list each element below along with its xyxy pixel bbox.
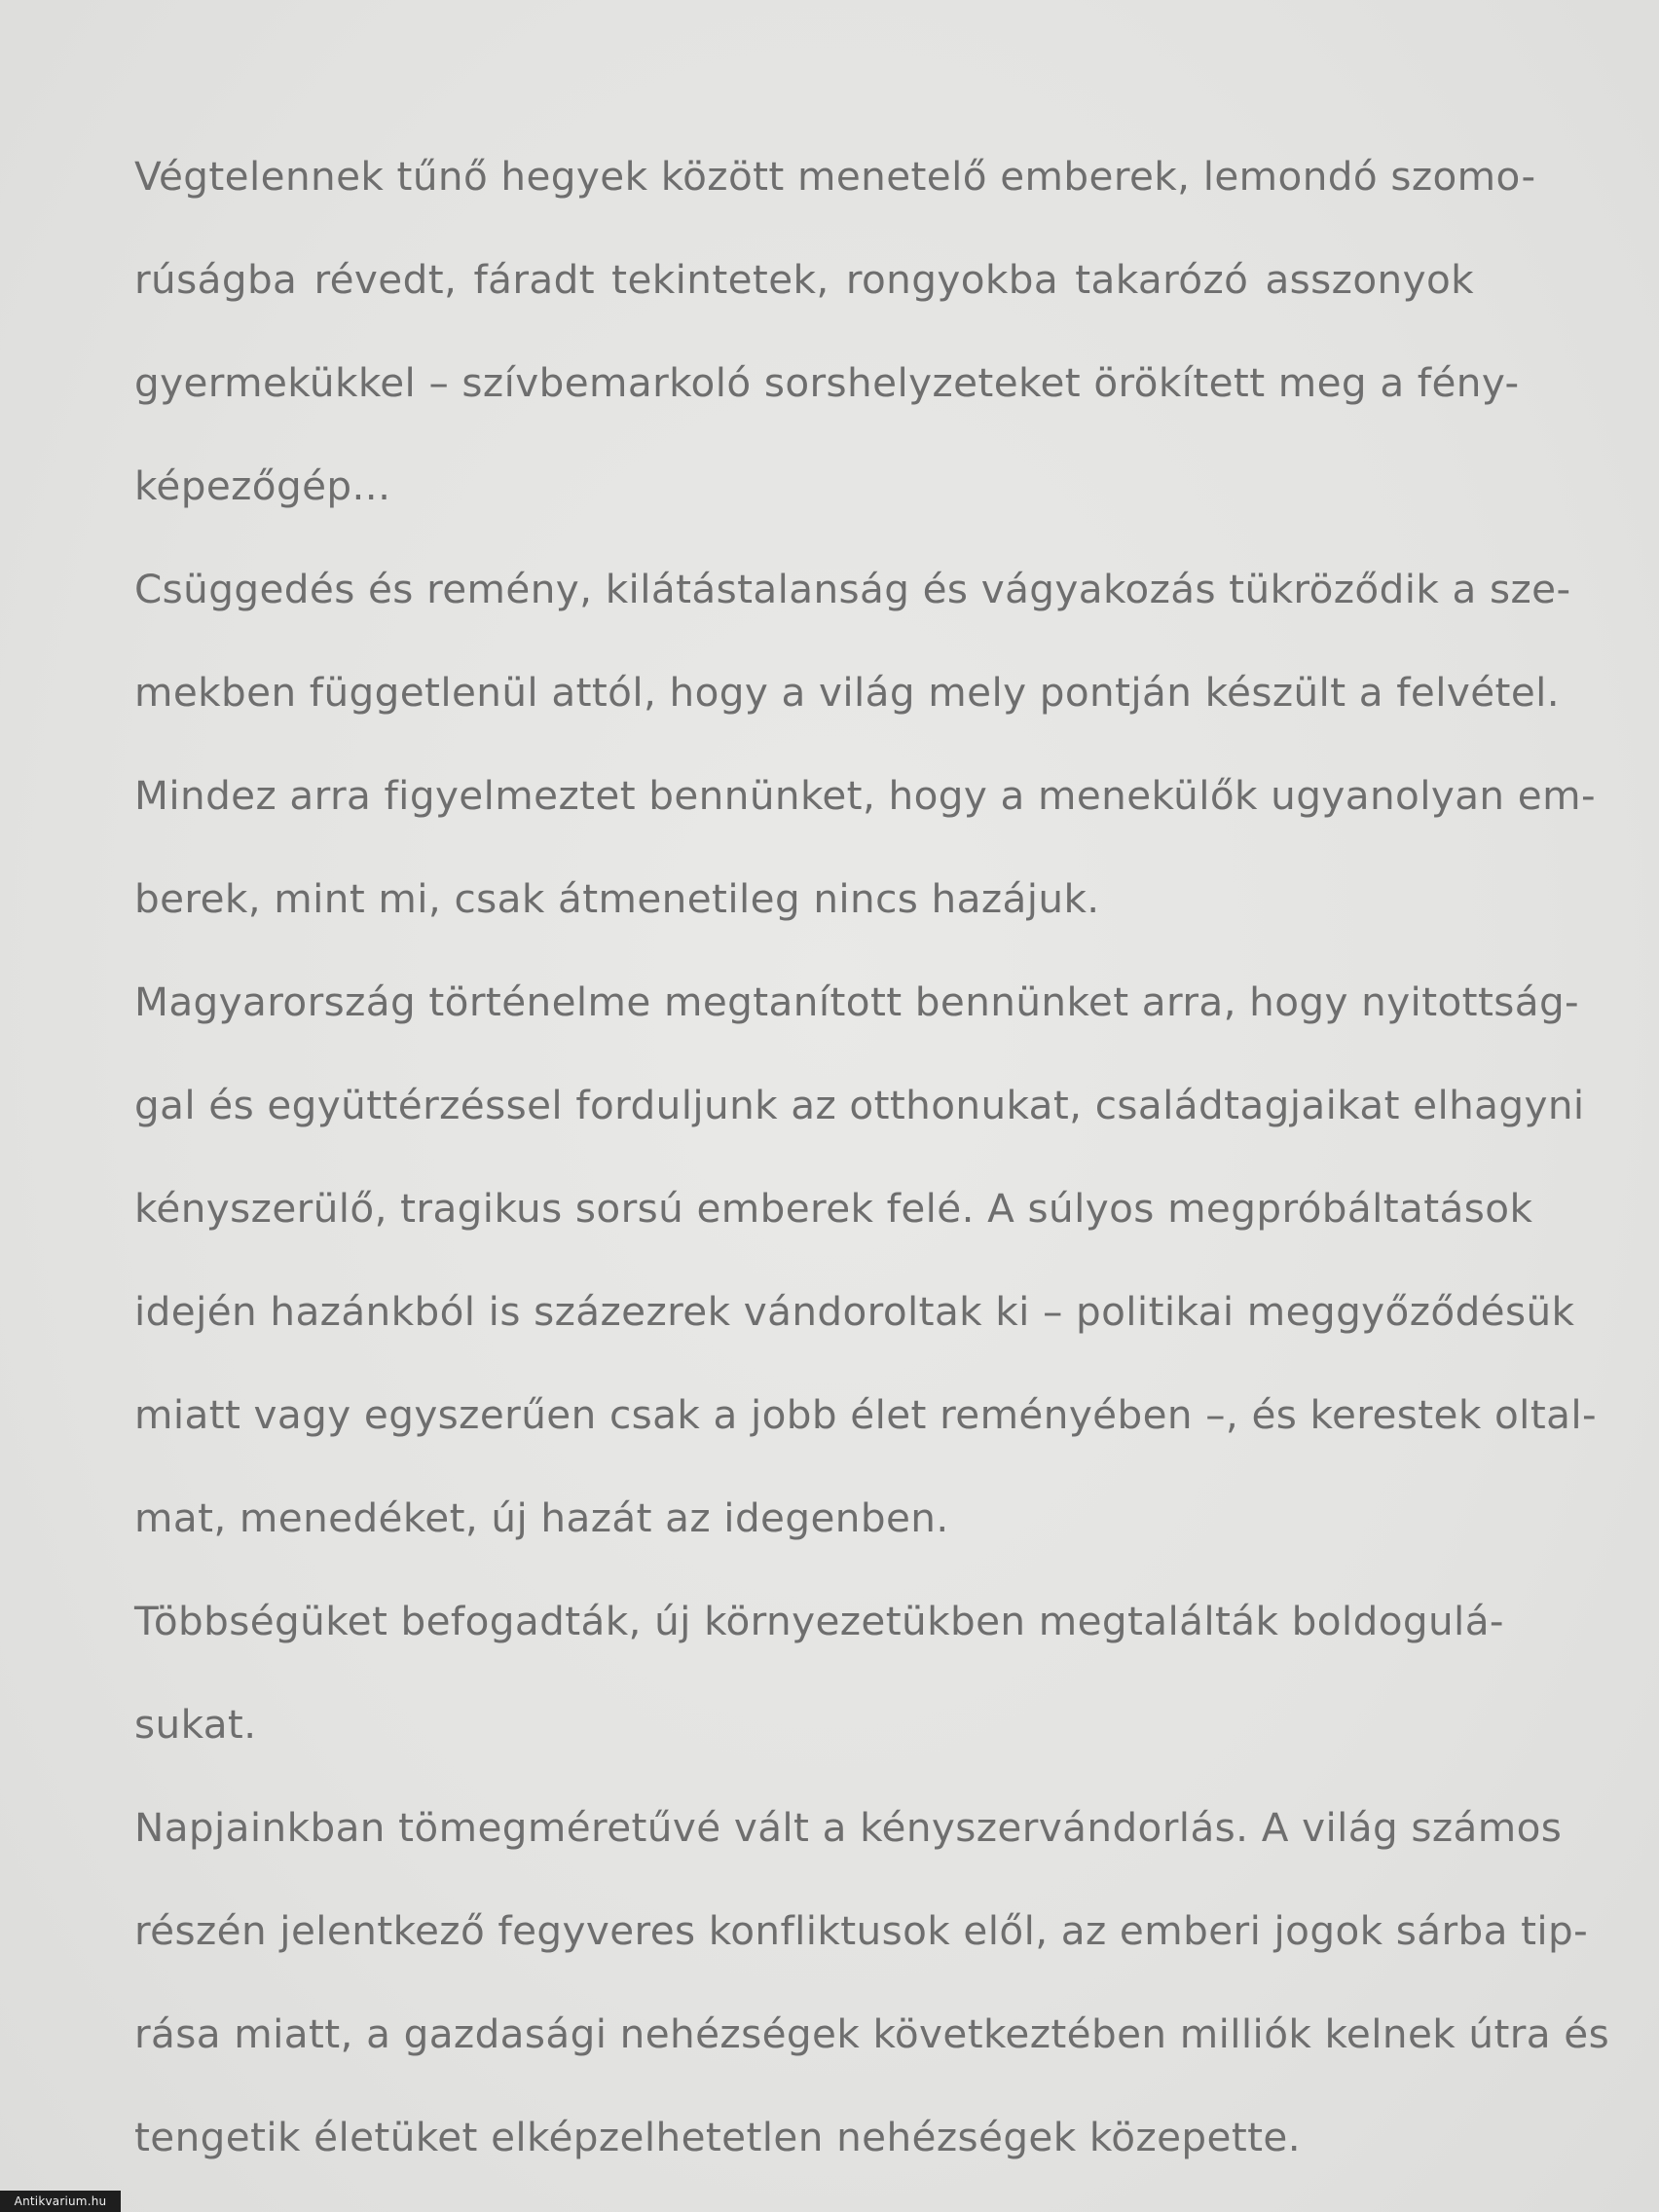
paragraph-3	[134, 950, 1597, 1569]
text-line: rúságba révedt, fáradt tekintetek, rongyokba takarózó asszonyok	[134, 256, 1474, 303]
text-line: berek, mint mi, csak átmenetileg nincs hazájuk.	[134, 875, 1100, 922]
text-line: sukat.	[134, 1701, 257, 1748]
text-line: Csüggedés és remény, kilátástalanság és vágyakozás tükröződik a sze-	[134, 566, 1571, 612]
text-line: kényszerülő, tragikus sorsú emberek felé. A súlyos megpróbáltatások	[134, 1185, 1533, 1232]
text-line: Mindez arra figyelmeztet bennünket, hogy a menekülők ugyanolyan em-	[134, 772, 1596, 819]
text-line: gal és együttérzéssel forduljunk az otthonukat, családtagjaikat elhagyni	[134, 1082, 1585, 1128]
paragraph-1	[134, 125, 1536, 537]
body-text	[134, 125, 1610, 2189]
text-line: mekben függetlenül attól, hogy a világ mely pontján készült a felvétel.	[134, 669, 1561, 716]
text-line: részén jelentkező fegyveres konfliktusok elől, az emberi jogok sárba tip-	[134, 1907, 1589, 1954]
text-line: rása miatt, a gazdasági nehézségek következtében milliók kelnek útra és	[134, 2010, 1610, 2057]
text-line: Végtelennek tűnő hegyek között menetelő emberek, lemondó szomo-	[134, 153, 1536, 200]
paragraph-4	[134, 1569, 1504, 1776]
watermark-label: Antikvarium.hu	[0, 2191, 121, 2212]
text-line: miatt vagy egyszerűen csak a jobb élet reményében –, és kerestek oltal-	[134, 1391, 1597, 1438]
paragraph-5	[134, 1776, 1610, 2189]
text-line: idején hazánkból is százezrek vándoroltak ki – politikai meggyőződésük	[134, 1288, 1575, 1335]
text-line: Magyarország történelme megtanított bennünket arra, hogy nyitottság-	[134, 978, 1580, 1025]
text-line: Napjainkban tömegméretűvé vált a kényszervándorlás. A világ számos	[134, 1804, 1563, 1851]
text-line: mat, menedéket, új hazát az idegenben.	[134, 1494, 949, 1541]
text-line: gyermekükkel – szívbemarkoló sorshelyzeteket örökített meg a fény-	[134, 359, 1520, 406]
text-line: tengetik életüket elképzelhetetlen nehézségek közepette.	[134, 2114, 1302, 2160]
paragraph-2	[134, 537, 1596, 950]
text-line: Többségüket befogadták, új környezetükben megtalálták boldogulá-	[134, 1598, 1504, 1644]
text-line: képezőgép...	[134, 462, 391, 509]
